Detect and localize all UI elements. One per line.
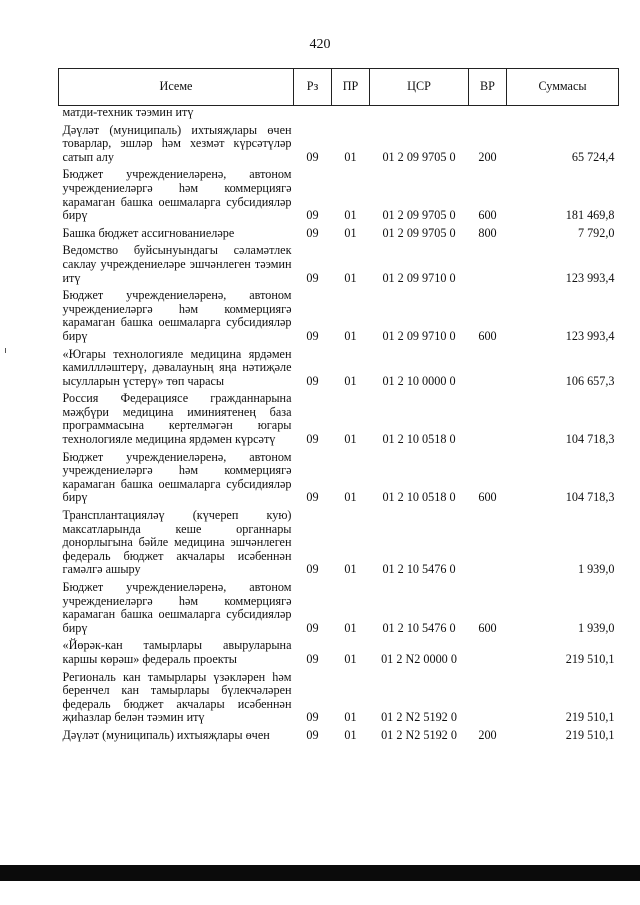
scan-artifact bbox=[5, 348, 6, 353]
table-row bbox=[59, 106, 619, 124]
row-sum: 104 718,3 bbox=[565, 432, 615, 447]
row-sum: 219 510,1 bbox=[565, 727, 615, 742]
row-vr: 600 bbox=[478, 328, 497, 343]
table-row bbox=[59, 392, 619, 450]
header-sum: Суммасы bbox=[507, 69, 619, 106]
row-csr: 01 2 10 5476 0 bbox=[382, 562, 456, 577]
row-csr: 01 2 10 0000 0 bbox=[382, 373, 456, 388]
row-pr bbox=[332, 106, 370, 124]
table-row bbox=[59, 244, 619, 289]
budget-table bbox=[58, 68, 619, 747]
row-pr: 01 bbox=[344, 149, 357, 164]
header-vr: ВР bbox=[469, 69, 507, 106]
row-rz: 09 bbox=[306, 373, 319, 388]
table-row bbox=[59, 227, 619, 245]
row-sum: 219 510,1 bbox=[565, 651, 615, 666]
header-csr: ЦСР bbox=[370, 69, 469, 106]
row-name: Башка бюджет ассигнованиеләре bbox=[62, 225, 235, 240]
header-name: Исеме bbox=[59, 69, 294, 106]
row-vr bbox=[469, 244, 507, 289]
row-pr: 01 bbox=[344, 562, 357, 577]
row-vr: 600 bbox=[478, 620, 497, 635]
row-vr bbox=[469, 509, 507, 581]
scan-bottom-bar bbox=[0, 865, 640, 881]
table-row bbox=[59, 729, 619, 747]
row-sum bbox=[507, 106, 619, 124]
row-rz: 09 bbox=[306, 710, 319, 725]
row-csr: 01 2 N2 0000 0 bbox=[381, 651, 457, 666]
row-sum: 65 724,4 bbox=[571, 149, 615, 164]
row-rz: 09 bbox=[306, 208, 319, 223]
row-sum: 7 792,0 bbox=[577, 225, 615, 240]
table-row bbox=[59, 451, 619, 509]
row-csr: 01 2 09 9710 0 bbox=[382, 270, 456, 285]
table-row bbox=[59, 168, 619, 226]
row-rz: 09 bbox=[306, 727, 319, 742]
row-pr: 01 bbox=[344, 710, 357, 725]
table-row bbox=[59, 509, 619, 581]
row-csr: 01 2 09 9710 0 bbox=[382, 328, 456, 343]
header-pr: ПР bbox=[332, 69, 370, 106]
row-rz: 09 bbox=[306, 432, 319, 447]
row-vr bbox=[469, 392, 507, 450]
table-header bbox=[59, 69, 619, 106]
row-name: Трансплантацияләү (күчереп кую) максатларында кеше органнары донорлыгына бәйле медицина эшчәнлеген федераль бюджет акчалары исәбеннән гамәлгә ашыру bbox=[62, 508, 292, 577]
row-rz: 09 bbox=[306, 149, 319, 164]
row-rz: 09 bbox=[306, 270, 319, 285]
table-row bbox=[59, 671, 619, 729]
table-row bbox=[59, 348, 619, 393]
row-name: Ведомство буйсынуындагы сәламәтлек саклау учреждениеләре эшчәнлеген тәэмин итү bbox=[62, 243, 292, 285]
row-vr: 600 bbox=[478, 208, 497, 223]
row-rz: 09 bbox=[306, 225, 319, 240]
row-csr: 01 2 N2 5192 0 bbox=[381, 727, 457, 742]
row-csr: 01 2 10 0518 0 bbox=[382, 490, 456, 505]
row-pr: 01 bbox=[344, 620, 357, 635]
row-name: «Югары технологияле медицина ярдәмен камиллләштерү, дәвалауның яңа нәтиҗәле ысулларын үстерү» төп чарасы bbox=[62, 346, 292, 388]
row-rz: 09 bbox=[306, 562, 319, 577]
row-pr: 01 bbox=[344, 490, 357, 505]
row-rz: 09 bbox=[306, 328, 319, 343]
row-sum: 106 657,3 bbox=[565, 373, 615, 388]
row-name: «Йөрәк-кан тамырлары авыруларына каршы көрәш» федераль проекты bbox=[62, 638, 292, 666]
row-csr: 01 2 10 0518 0 bbox=[382, 432, 456, 447]
row-sum: 1 939,0 bbox=[577, 620, 615, 635]
row-pr: 01 bbox=[344, 727, 357, 742]
row-rz: 09 bbox=[306, 651, 319, 666]
row-name: Дәүләт (муниципаль) ихтыяҗлары өчен товарлар, эшләр һәм хезмәт күрсәтүләр сатып алу bbox=[62, 122, 292, 164]
row-csr: 01 2 09 9705 0 bbox=[382, 149, 456, 164]
row-name: матди-техник тәэмин итү bbox=[62, 105, 194, 119]
row-vr bbox=[469, 671, 507, 729]
row-pr: 01 bbox=[344, 651, 357, 666]
row-sum: 104 718,3 bbox=[565, 490, 615, 505]
row-sum: 181 469,8 bbox=[565, 208, 615, 223]
page-number: 420 bbox=[309, 37, 331, 52]
row-pr: 01 bbox=[344, 208, 357, 223]
row-csr: 01 2 09 9705 0 bbox=[382, 208, 456, 223]
row-name: Бюджет учреждениеләренә, автоном учреждениеләргә һәм коммерциягә карамаган башка оешмаларга субсидияләр бирү bbox=[62, 580, 292, 635]
row-name: Бюджет учреждениеләренә, автоном учреждениеләргә һәм коммерциягә карамаган башка оешмаларга субсидияләр бирү bbox=[62, 288, 292, 343]
row-csr: 01 2 N2 5192 0 bbox=[381, 710, 457, 725]
row-name: Россия Федерациясе гражданнарына мәҗбүри медицина иминиятенең база программасына кертелмәгән югары технологияле медицина ярдәмен күрсәтү bbox=[62, 391, 292, 447]
row-pr: 01 bbox=[344, 373, 357, 388]
row-sum: 1 939,0 bbox=[577, 562, 615, 577]
row-name: Дәүләт (муниципаль) ихтыяҗлары өчен bbox=[62, 727, 270, 742]
row-vr: 200 bbox=[478, 727, 497, 742]
row-vr bbox=[469, 106, 507, 124]
row-vr bbox=[469, 348, 507, 393]
row-rz bbox=[294, 106, 332, 124]
row-csr bbox=[370, 106, 469, 124]
row-name: Бюджет учреждениеләренә, автоном учреждениеләргә һәм коммерциягә карамаган башка оешмаларга субсидияләр бирү bbox=[62, 449, 292, 505]
table-row bbox=[59, 289, 619, 347]
table-row bbox=[59, 581, 619, 639]
row-vr: 200 bbox=[478, 149, 497, 164]
row-vr: 600 bbox=[478, 490, 497, 505]
row-pr: 01 bbox=[344, 328, 357, 343]
row-pr: 01 bbox=[344, 432, 357, 447]
table-row bbox=[59, 124, 619, 169]
row-csr: 01 2 10 5476 0 bbox=[382, 620, 456, 635]
row-csr: 01 2 09 9705 0 bbox=[382, 225, 456, 240]
row-rz: 09 bbox=[306, 620, 319, 635]
header-rz: Рз bbox=[294, 69, 332, 106]
row-sum: 123 993,4 bbox=[565, 328, 615, 343]
table-body bbox=[59, 106, 619, 747]
row-name: Региональ кан тамырлары үзәкләрен һәм беренчел кан тамырлары бүлекчәләрен федераль бюджет акчалары исәбеннән җиһазлар белән тәэмин итү bbox=[62, 669, 292, 725]
row-vr: 800 bbox=[478, 225, 497, 240]
row-vr bbox=[469, 639, 507, 670]
row-sum: 123 993,4 bbox=[565, 270, 615, 285]
row-rz: 09 bbox=[306, 490, 319, 505]
table-row bbox=[59, 639, 619, 670]
row-pr: 01 bbox=[344, 270, 357, 285]
row-sum: 219 510,1 bbox=[565, 710, 615, 725]
row-pr: 01 bbox=[344, 225, 357, 240]
row-name: Бюджет учреждениеләренә, автоном учреждениеләргә һәм коммерциягә карамаган башка оешмаларга субсидияләр бирү bbox=[62, 167, 292, 223]
